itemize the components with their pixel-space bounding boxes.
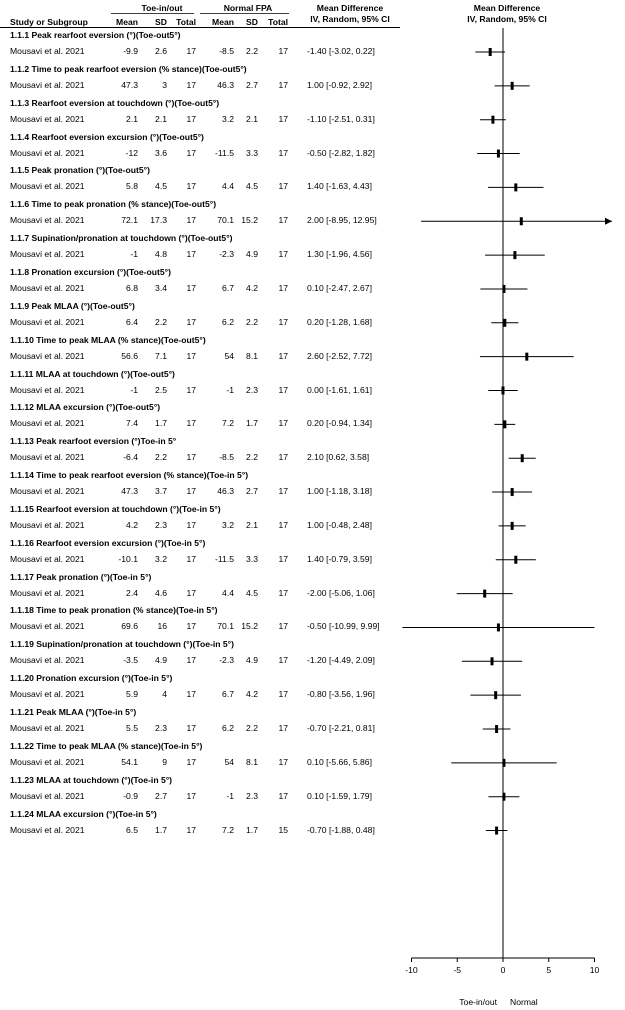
subgroup-title: 1.1.2 Time to peak rearfoot eversion (% stance)(Toe-out5°) <box>10 63 247 74</box>
sd1-cell: 3.6 <box>155 147 167 158</box>
total1-cell: 17 <box>186 553 196 564</box>
total1-cell: 17 <box>186 486 196 497</box>
study-name: Mousavi et al. 2021 <box>10 790 85 801</box>
subgroup-title: 1.1.13 Peak rearfoot eversion (°)Toe-in 5° <box>10 436 177 447</box>
sd2-cell: 4.2 <box>246 282 258 293</box>
mean2-cell: 46.3 <box>217 79 234 90</box>
point-estimate <box>503 420 506 428</box>
point-estimate <box>502 759 505 767</box>
sd2-cell: 2.2 <box>246 46 258 56</box>
study-name: Mousavi et al. 2021 <box>10 756 85 767</box>
study-name: Mousavi et al. 2021 <box>10 621 85 632</box>
total2-cell: 17 <box>278 519 288 530</box>
sd2-cell: 1.7 <box>246 418 258 429</box>
subgroup-title: 1.1.9 Peak MLAA (°)(Toe-out5°) <box>10 300 135 311</box>
subgroup-title: 1.1.24 MLAA excursion (°)(Toe-in 5°) <box>10 808 157 819</box>
subgroup-title: 1.1.5 Peak pronation (°)(Toe-out5°) <box>10 165 150 176</box>
mean1-cell: 6.8 <box>126 282 138 293</box>
point-estimate <box>502 793 505 801</box>
study-name: Mousavi et al. 2021 <box>10 113 85 124</box>
total2-cell: 17 <box>278 384 288 395</box>
sd1-cell: 3.4 <box>155 282 167 293</box>
sd2-cell: 2.7 <box>246 79 258 90</box>
mean1-cell: 56.6 <box>121 350 138 361</box>
mean1-cell: 6.4 <box>126 316 138 327</box>
subgroup-title: 1.1.4 Rearfoot eversion excursion (°)(Toe-out5°) <box>10 131 204 142</box>
sd1-cell: 2.1 <box>155 113 167 124</box>
mean2-cell: 54 <box>224 350 234 361</box>
point-estimate <box>503 319 506 327</box>
mean2-cell: 4.4 <box>222 587 234 598</box>
mean2-cell: -8.5 <box>219 452 234 463</box>
total1-cell: 17 <box>186 350 196 361</box>
mean2-cell: 7.2 <box>222 824 234 835</box>
sd2-cell: 2.7 <box>246 486 258 497</box>
mean2-cell: 70.1 <box>217 215 234 226</box>
point-estimate <box>511 82 514 90</box>
mean2-cell: 6.7 <box>222 689 234 700</box>
x-tick-label: 10 <box>589 965 600 975</box>
sd1-cell: 17.3 <box>150 215 167 226</box>
subgroup-title: 1.1.14 Time to peak rearfoot eversion (% stance)(Toe-in 5°) <box>10 470 249 481</box>
subgroup-title: 1.1.7 Supination/pronation at touchdown (°)(Toe-out5°) <box>10 233 233 244</box>
point-estimate <box>513 251 516 259</box>
total1-header: Total <box>176 17 196 27</box>
total1-cell: 17 <box>186 824 196 835</box>
total1-cell: 17 <box>186 756 196 767</box>
ci-text: -0.80 [-3.56, 1.96] <box>307 689 375 700</box>
ci-text: 0.10 [-1.59, 1.79] <box>307 790 372 801</box>
sd1-cell: 4.5 <box>155 181 167 192</box>
mean1-cell: -12 <box>125 147 138 158</box>
study-name: Mousavi et al. 2021 <box>10 418 85 429</box>
mean1-cell: 5.8 <box>126 181 138 192</box>
sd1-cell: 4.6 <box>155 587 167 598</box>
mean1-cell: -10.1 <box>118 553 138 564</box>
total1-cell: 17 <box>186 790 196 801</box>
ci-text: 0.10 [-2.47, 2.67] <box>307 282 372 293</box>
sd2-cell: 2.2 <box>246 452 258 463</box>
x-tick-label: -5 <box>453 965 462 975</box>
total2-header: Total <box>268 17 288 27</box>
total1-cell: 17 <box>186 79 196 90</box>
study-name: Mousavi et al. 2021 <box>10 486 85 497</box>
sd2-cell: 8.1 <box>246 350 258 361</box>
total2-cell: 17 <box>278 418 288 429</box>
study-name: Mousavi et al. 2021 <box>10 553 85 564</box>
sd2-cell: 4.9 <box>246 655 258 666</box>
ci-text: -0.70 [-2.21, 0.81] <box>307 723 375 733</box>
sd1-cell: 9 <box>162 756 167 767</box>
sd2-cell: 15.2 <box>241 215 258 226</box>
mean2-cell: 7.2 <box>222 418 234 429</box>
mean2-header: Mean <box>212 17 234 27</box>
ci-text: -2.00 [-5.06, 1.06] <box>307 587 375 598</box>
total2-cell: 17 <box>278 350 288 361</box>
subgroup-title: 1.1.15 Rearfoot eversion at touchdown (°)(Toe-in 5°) <box>10 503 221 514</box>
ci-text: 0.20 [-1.28, 1.68] <box>307 316 372 327</box>
ci-text: 2.00 [-8.95, 12.95] <box>307 215 377 226</box>
total2-cell: 17 <box>278 486 288 497</box>
point-estimate <box>497 623 500 631</box>
sd1-cell: 2.6 <box>155 46 167 56</box>
total1-cell: 17 <box>186 587 196 598</box>
ci-text: 0.20 [-0.94, 1.34] <box>307 418 372 429</box>
total1-cell: 17 <box>186 46 196 56</box>
mean1-cell: 5.9 <box>126 689 138 700</box>
total2-cell: 17 <box>278 282 288 293</box>
mean2-cell: 70.1 <box>217 621 234 632</box>
total2-cell: 17 <box>278 181 288 192</box>
subgroup-title: 1.1.16 Rearfoot eversion excursion (°)(Toe-in 5°) <box>10 537 206 548</box>
sd1-cell: 3.2 <box>155 553 167 564</box>
mean1-cell: 2.1 <box>126 113 138 124</box>
sd2-cell: 3.3 <box>246 553 258 564</box>
mean2-cell: -11.5 <box>215 147 234 158</box>
ci-text: -0.50 [-10.99, 9.99] <box>307 621 380 632</box>
mean1-cell: 7.4 <box>126 418 138 429</box>
mean1-cell: -6.4 <box>123 452 138 463</box>
mean1-cell: 2.4 <box>126 587 138 598</box>
study-name: Mousavi et al. 2021 <box>10 282 85 293</box>
study-name: Mousavi et al. 2021 <box>10 181 85 192</box>
point-estimate <box>502 387 505 395</box>
study-column-header: Study or Subgroup <box>10 17 88 27</box>
plot-header-title: Mean Difference <box>473 3 541 13</box>
point-estimate <box>495 827 498 835</box>
subgroup-title: 1.1.8 Pronation excursion (°)(Toe-out5°) <box>10 266 171 277</box>
sd2-cell: 3.3 <box>246 147 258 158</box>
total2-cell: 17 <box>278 46 288 56</box>
subgroup-title: 1.1.21 Peak MLAA (°)(Toe-in 5°) <box>10 707 137 717</box>
total1-cell: 17 <box>186 181 196 192</box>
ci-text: 0.00 [-1.61, 1.61] <box>307 384 372 395</box>
ci-text: -0.70 [-1.88, 0.48] <box>307 824 375 835</box>
ci-text: -1.20 [-4.49, 2.09] <box>307 655 375 666</box>
mean2-cell: -1 <box>226 384 234 395</box>
study-name: Mousavi et al. 2021 <box>10 350 85 361</box>
group1-header: Toe-in/out <box>141 3 183 13</box>
sd1-cell: 1.7 <box>155 824 167 835</box>
mean2-cell: -2.3 <box>219 249 234 260</box>
sd1-cell: 2.7 <box>155 790 167 801</box>
subgroup-title: 1.1.11 MLAA at touchdown (°)(Toe-out5°) <box>10 368 175 379</box>
total1-cell: 17 <box>186 384 196 395</box>
subgroup-title: 1.1.19 Supination/pronation at touchdown (°)(Toe-in 5°) <box>10 639 234 650</box>
total1-cell: 17 <box>186 147 196 158</box>
point-estimate <box>483 590 486 598</box>
sd1-cell: 4 <box>162 689 167 700</box>
point-estimate <box>511 522 514 530</box>
study-name: Mousavi et al. 2021 <box>10 723 85 733</box>
group2-header: Normal FPA <box>223 3 273 13</box>
ci-text: 0.10 [-5.66, 5.86] <box>307 756 372 767</box>
total2-cell: 15 <box>278 824 288 835</box>
total2-cell: 17 <box>278 553 288 564</box>
study-name: Mousavi et al. 2021 <box>10 655 85 666</box>
point-estimate <box>511 488 514 496</box>
total2-cell: 17 <box>278 452 288 463</box>
total2-cell: 17 <box>278 147 288 158</box>
total1-cell: 17 <box>186 723 196 733</box>
ci-text: 2.60 [-2.52, 7.72] <box>307 350 372 361</box>
total2-cell: 17 <box>278 113 288 124</box>
total2-cell: 17 <box>278 756 288 767</box>
sd1-cell: 2.5 <box>155 384 167 395</box>
point-estimate <box>491 116 494 124</box>
mean2-cell: 3.2 <box>222 519 234 530</box>
sd2-cell: 8.1 <box>246 756 258 767</box>
point-estimate <box>514 183 517 191</box>
mean1-cell: -1 <box>130 249 138 260</box>
study-name: Mousavi et al. 2021 <box>10 689 85 700</box>
sd2-cell: 2.2 <box>246 723 258 733</box>
ci-text: -0.50 [-2.82, 1.82] <box>307 147 375 158</box>
x-tick-label: -10 <box>405 965 418 975</box>
subgroup-title: 1.1.23 MLAA at touchdown (°)(Toe-in 5°) <box>10 774 173 785</box>
sd1-cell: 4.9 <box>155 655 167 666</box>
total2-cell: 17 <box>278 790 288 801</box>
study-name: Mousavi et al. 2021 <box>10 824 85 835</box>
sd2-cell: 4.5 <box>246 181 258 192</box>
sd1-cell: 2.2 <box>155 316 167 327</box>
sd1-cell: 2.2 <box>155 452 167 463</box>
study-name: Mousavi et al. 2021 <box>10 587 85 598</box>
study-name: Mousavi et al. 2021 <box>10 46 85 56</box>
mean2-cell: -2.3 <box>219 655 234 666</box>
ci-text: -1.40 [-3.02, 0.22] <box>307 46 375 56</box>
sd1-cell: 7.1 <box>155 350 167 361</box>
sd1-cell: 3.7 <box>155 486 167 497</box>
sd2-cell: 2.1 <box>246 519 258 530</box>
mean1-cell: -3.5 <box>123 655 138 666</box>
study-name: Mousavi et al. 2021 <box>10 452 85 463</box>
axis-label-right: Normal <box>510 997 538 1007</box>
subgroup-title: 1.1.3 Rearfoot eversion at touchdown (°)(Toe-out5°) <box>10 97 220 108</box>
subgroup-title: 1.1.17 Peak pronation (°)(Toe-in 5°) <box>10 571 152 582</box>
subgroup-title: 1.1.18 Time to peak pronation (% stance)(Toe-in 5°) <box>10 605 218 616</box>
axis-label-left: Toe-in/out <box>459 997 497 1007</box>
mean2-cell: -1 <box>226 790 234 801</box>
sd2-cell: 2.1 <box>246 113 258 124</box>
sd1-cell: 2.3 <box>155 519 167 530</box>
x-tick-label: 0 <box>500 965 506 975</box>
mean2-cell: 46.3 <box>217 486 234 497</box>
mean2-cell: 6.7 <box>222 282 234 293</box>
total2-cell: 17 <box>278 79 288 90</box>
total1-cell: 17 <box>186 655 196 666</box>
sd2-cell: 15.2 <box>241 621 258 632</box>
sd2-cell: 2.3 <box>246 384 258 395</box>
mean1-cell: -9.9 <box>123 46 138 56</box>
total1-cell: 17 <box>186 621 196 632</box>
point-estimate <box>495 725 498 733</box>
mean1-cell: -0.9 <box>123 790 138 801</box>
ci-text: 1.30 [-1.96, 4.56] <box>307 249 372 260</box>
study-name: Mousavi et al. 2021 <box>10 316 85 327</box>
mean1-cell: -1 <box>130 384 138 395</box>
study-name: Mousavi et al. 2021 <box>10 384 85 395</box>
point-estimate <box>521 454 524 462</box>
point-estimate <box>520 217 523 225</box>
plot-header-method: IV, Random, 95% CI <box>467 14 547 24</box>
ci-text: 2.10 [0.62, 3.58] <box>307 452 370 463</box>
mean1-cell: 47.3 <box>121 79 138 90</box>
ci-text: 1.40 [-1.63, 4.43] <box>307 181 372 192</box>
md-header-method: IV, Random, 95% CI <box>310 14 390 24</box>
total1-cell: 17 <box>186 689 196 700</box>
mean1-cell: 4.2 <box>126 519 138 530</box>
total2-cell: 17 <box>278 587 288 598</box>
total1-cell: 17 <box>186 249 196 260</box>
x-tick-label: 5 <box>546 965 552 975</box>
subgroup-title: 1.1.12 MLAA excursion (°)(Toe-out5°) <box>10 402 161 413</box>
total1-cell: 17 <box>186 215 196 226</box>
mean2-cell: -11.5 <box>215 553 234 564</box>
point-estimate <box>489 48 492 56</box>
mean1-header: Mean <box>116 17 138 27</box>
sd1-cell: 2.3 <box>155 723 167 733</box>
mean2-cell: -8.5 <box>219 46 234 56</box>
total1-cell: 17 <box>186 418 196 429</box>
sd2-cell: 1.7 <box>246 824 258 835</box>
study-name: Mousavi et al. 2021 <box>10 79 85 90</box>
subgroup-title: 1.1.20 Pronation excursion (°)(Toe-in 5°) <box>10 673 173 684</box>
total2-cell: 17 <box>278 316 288 327</box>
study-name: Mousavi et al. 2021 <box>10 519 85 530</box>
mean1-cell: 47.3 <box>121 486 138 497</box>
total1-cell: 17 <box>186 282 196 293</box>
ci-text: 1.00 [-1.18, 3.18] <box>307 486 372 497</box>
ci-text: 1.00 [-0.48, 2.48] <box>307 519 372 530</box>
mean2-cell: 6.2 <box>222 723 234 733</box>
point-estimate <box>502 285 505 293</box>
sd1-cell: 16 <box>157 621 167 632</box>
ci-text: 1.00 [-0.92, 2.92] <box>307 79 372 90</box>
point-estimate <box>497 150 500 158</box>
point-estimate <box>514 556 517 564</box>
sd2-cell: 4.9 <box>246 249 258 260</box>
total2-cell: 17 <box>278 723 288 733</box>
study-name: Mousavi et al. 2021 <box>10 147 85 158</box>
sd2-header: SD <box>246 17 258 27</box>
total1-cell: 17 <box>186 452 196 463</box>
total2-cell: 17 <box>278 249 288 260</box>
sd2-cell: 4.5 <box>246 587 258 598</box>
total2-cell: 17 <box>278 655 288 666</box>
mean2-cell: 4.4 <box>222 181 234 192</box>
sd1-header: SD <box>155 17 167 27</box>
ci-text: 1.40 [-0.79, 3.59] <box>307 553 372 564</box>
ci-text: -1.10 [-2.51, 0.31] <box>307 113 375 124</box>
sd1-cell: 1.7 <box>155 418 167 429</box>
mean1-cell: 72.1 <box>121 215 138 226</box>
sd1-cell: 3 <box>162 79 167 90</box>
md-header-title: Mean Difference <box>316 3 384 13</box>
total1-cell: 17 <box>186 519 196 530</box>
subgroup-title: 1.1.22 Time to peak MLAA (% stance)(Toe-in 5°) <box>10 740 203 751</box>
sd2-cell: 2.3 <box>246 790 258 801</box>
subgroup-title: 1.1.10 Time to peak MLAA (% stance)(Toe-out5°) <box>10 334 206 345</box>
point-estimate <box>525 353 528 361</box>
total1-cell: 17 <box>186 316 196 327</box>
mean1-cell: 5.5 <box>126 723 138 733</box>
study-name: Mousavi et al. 2021 <box>10 215 85 226</box>
mean2-cell: 6.2 <box>222 316 234 327</box>
study-name: Mousavi et al. 2021 <box>10 249 85 260</box>
subgroup-title: 1.1.6 Time to peak pronation (% stance)(Toe-out5°) <box>10 199 217 210</box>
total2-cell: 17 <box>278 689 288 700</box>
sd2-cell: 2.2 <box>246 316 258 327</box>
sd1-cell: 4.8 <box>155 249 167 260</box>
mean1-cell: 69.6 <box>121 621 138 632</box>
total2-cell: 17 <box>278 215 288 226</box>
ci-arrow-right <box>605 218 612 225</box>
sd2-cell: 4.2 <box>246 689 258 700</box>
point-estimate <box>494 691 497 699</box>
mean1-cell: 54.1 <box>121 756 138 767</box>
subgroup-title: 1.1.1 Peak rearfoot eversion (°)(Toe-out5°) <box>10 30 181 40</box>
mean2-cell: 54 <box>224 756 234 767</box>
mean1-cell: 6.5 <box>126 824 138 835</box>
total2-cell: 17 <box>278 621 288 632</box>
total1-cell: 17 <box>186 113 196 124</box>
point-estimate <box>491 657 494 665</box>
mean2-cell: 3.2 <box>222 113 234 124</box>
